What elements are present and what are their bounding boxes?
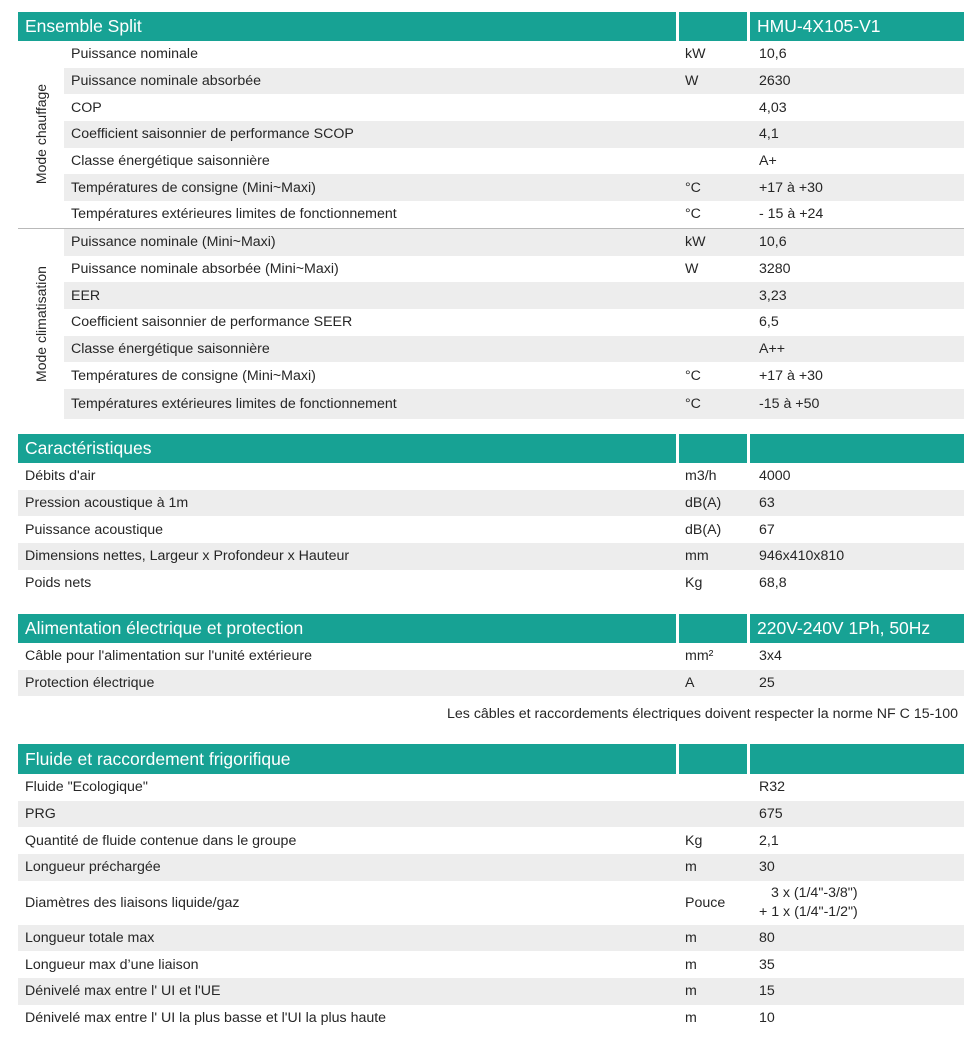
split-header-model: HMU-4X105-V1: [750, 12, 964, 41]
cooling-mode-label-cell: [18, 229, 64, 419]
row-unit: kW: [685, 234, 706, 251]
row-value: 3x4: [759, 648, 782, 665]
power-header-title: Alimentation électrique et protection: [18, 614, 676, 643]
row-value: 15: [759, 983, 775, 1000]
refrigerant-header-value: [750, 744, 964, 774]
table-row: [64, 174, 964, 201]
row-unit: Pouce: [685, 894, 726, 911]
row-value: 80: [759, 930, 775, 947]
row-label: Classe énergétique saisonnière: [71, 153, 270, 170]
row-value: +17 à +30: [759, 367, 823, 384]
table-row: [64, 201, 964, 228]
row-label: Longueur préchargée: [25, 859, 161, 876]
characteristics-header-title: Caractéristiques: [18, 434, 676, 463]
row-label: Diamètres des liaisons liquide/gaz: [25, 894, 240, 911]
row-unit: m3/h: [685, 468, 717, 485]
row-value: 3,23: [759, 287, 787, 304]
table-row: [18, 543, 964, 570]
row-unit: m: [685, 956, 697, 973]
row-value: 946x410x810: [759, 548, 845, 565]
row-label: Câble pour l'alimentation sur l'unité extérieure: [25, 648, 312, 665]
row-value: 67: [759, 521, 775, 538]
row-label: Coefficient saisonnier de performance SEER: [71, 314, 353, 331]
row-unit: kW: [685, 46, 706, 63]
characteristics-table: [18, 434, 964, 596]
row-unit: m: [685, 983, 697, 1000]
row-unit: m: [685, 930, 697, 947]
row-unit: °C: [685, 206, 701, 223]
table-row: [18, 774, 964, 801]
cooling-mode-label: Mode climatisation: [33, 265, 49, 382]
power-table: [18, 614, 964, 696]
row-value: 35: [759, 956, 775, 973]
row-value: 4,1: [759, 126, 779, 143]
row-unit: °C: [685, 395, 701, 412]
row-label: Protection électrique: [25, 675, 155, 692]
table-row: [64, 282, 964, 309]
table-row: [64, 336, 964, 363]
power-header: [18, 614, 964, 643]
row-unit: °C: [685, 367, 701, 384]
row-unit: °C: [685, 179, 701, 196]
refrigerant-table: [18, 744, 964, 1032]
row-label: Puissance nominale absorbée: [71, 73, 262, 90]
row-value: 30: [759, 859, 775, 876]
row-label: Températures extérieures limites de fonctionnement: [71, 206, 397, 223]
heating-mode-label: Mode chauffage: [33, 84, 49, 185]
table-row: [18, 463, 964, 490]
cooling-section: [18, 229, 964, 419]
row-value: 6,5: [759, 314, 779, 331]
row-label: Puissance nominale absorbée (Mini~Maxi): [71, 260, 339, 277]
power-header-value: 220V-240V 1Ph, 50Hz: [750, 614, 964, 643]
row-value: 4,03: [759, 99, 787, 116]
row-value: 2,1: [759, 832, 779, 849]
row-label: Classe énergétique saisonnière: [71, 340, 270, 357]
row-value: +17 à +30: [759, 179, 823, 196]
row-value: 675: [759, 806, 783, 823]
refrigerant-header: [18, 744, 964, 774]
row-value: R32: [759, 779, 786, 796]
row-label: Températures de consigne (Mini~Maxi): [71, 179, 316, 196]
row-label: Poids nets: [25, 575, 92, 592]
characteristics-header-unit: [679, 434, 747, 463]
row-unit: W: [685, 73, 699, 90]
row-label: Débits d'air: [25, 468, 96, 485]
row-unit: W: [685, 260, 699, 277]
cooling-rows: [64, 229, 964, 419]
row-unit: m: [685, 1010, 697, 1027]
table-row: [64, 121, 964, 148]
row-label: COP: [71, 99, 102, 116]
row-label: EER: [71, 287, 101, 304]
table-row: [64, 362, 964, 389]
row-value: 3280: [759, 260, 791, 277]
row-value: 4000: [759, 468, 791, 485]
row-label: Dénivelé max entre l' UI et l'UE: [25, 983, 221, 1000]
row-unit: mm²: [685, 648, 714, 665]
table-row: [18, 643, 964, 670]
table-row: [64, 41, 964, 68]
row-unit: A: [685, 675, 695, 692]
table-row: [64, 309, 964, 336]
electrical-norm-note: Les câbles et raccordements électriques doivent respecter la norme NF C 15-100: [447, 706, 958, 722]
row-label: Températures de consigne (Mini~Maxi): [71, 367, 316, 384]
row-value: 2630: [759, 73, 791, 90]
split-header: [18, 12, 964, 41]
table-row: [64, 148, 964, 175]
table-row: [18, 854, 964, 881]
row-label: Longueur totale max: [25, 930, 155, 947]
heating-rows: [64, 41, 964, 228]
table-row: [18, 570, 964, 597]
table-row-diameters: [18, 881, 964, 925]
table-row: [18, 670, 964, 697]
row-unit: dB(A): [685, 495, 722, 512]
heating-mode-label-cell: [18, 41, 64, 228]
table-row: [64, 229, 964, 256]
row-value: A++: [759, 340, 786, 357]
table-row: [18, 827, 964, 854]
heating-section: [18, 41, 964, 228]
table-row: [18, 490, 964, 517]
refrigerant-header-unit: [679, 744, 747, 774]
split-table: [18, 12, 964, 419]
characteristics-header-value: [750, 434, 964, 463]
row-value: 10,6: [759, 234, 787, 251]
row-label: Températures extérieures limites de fonctionnement: [71, 395, 397, 412]
table-row: [18, 801, 964, 828]
table-row: [64, 68, 964, 95]
row-unit: dB(A): [685, 521, 722, 538]
row-value: 10: [759, 1010, 775, 1027]
split-header-title: Ensemble Split: [18, 12, 676, 41]
row-value: 25: [759, 675, 775, 692]
row-value: [750, 884, 964, 922]
table-row: [18, 925, 964, 952]
table-row: [64, 389, 964, 419]
table-row: [18, 978, 964, 1005]
row-value: -15 à +50: [759, 395, 820, 412]
row-label: Puissance nominale: [71, 46, 198, 63]
row-value: - 15 à +24: [759, 206, 824, 223]
table-row: [18, 1005, 964, 1032]
table-row: [18, 951, 964, 978]
row-label: Dimensions nettes, Largeur x Profondeur x Hauteur: [25, 548, 350, 565]
row-unit: Kg: [685, 832, 703, 849]
row-unit: m: [685, 859, 697, 876]
row-label: Pression acoustique à 1m: [25, 495, 189, 512]
table-row: [18, 516, 964, 543]
row-value: 10,6: [759, 46, 787, 63]
row-label: Quantité de fluide contenue dans le groupe: [25, 832, 297, 849]
diameter-line-1: 3 x (1/4"-3/8"): [771, 884, 858, 901]
row-label: Puissance nominale (Mini~Maxi): [71, 234, 276, 251]
row-label: Dénivelé max entre l' UI la plus basse et l'UI la plus haute: [25, 1010, 387, 1027]
diameter-line-2: + 1 x (1/4"-1/2"): [759, 903, 858, 920]
row-label: PRG: [25, 806, 56, 823]
characteristics-header: [18, 434, 964, 463]
row-label: Coefficient saisonnier de performance SCOP: [71, 126, 354, 143]
table-row: [64, 256, 964, 283]
refrigerant-header-title: Fluide et raccordement frigorifique: [18, 744, 676, 774]
row-label: Longueur max d’une liaison: [25, 956, 199, 973]
row-value: 63: [759, 495, 775, 512]
row-value: A+: [759, 153, 777, 170]
row-unit: mm: [685, 548, 709, 565]
power-header-unit: [679, 614, 747, 643]
row-unit: Kg: [685, 575, 703, 592]
row-label: Puissance acoustique: [25, 521, 164, 538]
table-row: [64, 94, 964, 121]
split-header-unit: [679, 12, 747, 41]
row-label: Fluide "Ecologique": [25, 779, 148, 796]
row-value: 68,8: [759, 575, 787, 592]
